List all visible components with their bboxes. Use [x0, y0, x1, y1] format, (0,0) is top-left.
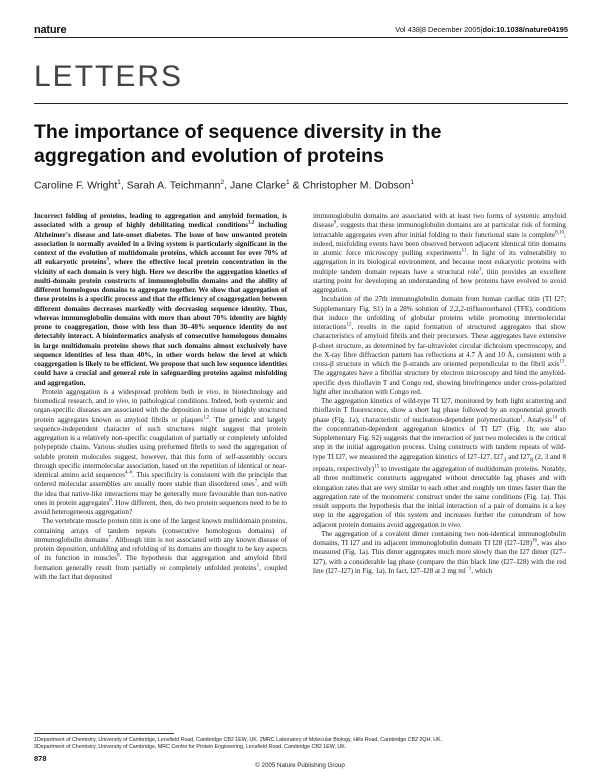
author-affiliation: 2 [220, 179, 225, 186]
abstract: Incorrect folding of proteins, leading to aggregation and amyloid formation, is associated with a group of highly debilitating medical conditions$^{1,2}$ including Alzheimer's disease and late-onset diabetes. The issue of how unwanted protein association is normally avoided in a living system is particularly significant in the context of the evolution of multidomain proteins, which account for over 70% of all eukaryotic proteins$^3$, where the effective local protein concentration in the vicinity of each domain is very high. Here we describe the aggregation kinetics of multi-domain protein constructs of immunoglobulin domains and the ability of different homologous domains to aggregate together. We show that aggregation of these proteins is a specific process and that the efficiency of coaggregation between different domains decreases markedly with decreasing sequence identity. Thus, whereas immunoglobulin domains with more than about 70% identity are highly prone to coaggregation, those with less than 30–40% sequence identity do not detectably interact. A bioinformatics analysis of consecutive homologous domains in large multidomain proteins shows that such domains almost exclusively have sequence identities of less than 40%, in other words below the level at which coaggregation is likely to be efficient. We propose that such low sequence identities could have a crucial and general role in safeguarding proteins against misfolding and aggregation. [34, 212, 288, 387]
volume-issue: Vol 438|8 December 2005| [395, 25, 483, 34]
author-name: Christopher M. Dobson [302, 179, 411, 192]
paragraph: The aggregation of a covalent dimer containing two non-identical immunoglobulin domains, TI I27 and its adjacent immunoglobulin domain TI I28 $(I27-I28)^{16}$, was also measured (Fig. 1a). This dimer aggregates much more slowly than the I27 dimer (I27–I27), with a considerable lag phase (compare the thin black line (I27–I28) with the red line (I27–I27) in Fig. 1a). In fact, I27–I28 at 2 mg $ml^{-1}$, which [313, 529, 566, 575]
paragraph: The aggregation kinetics of wild-type TI I27, monitored by both light scattering and thioflavin T fluorescence, show a short lag phase followed by an exponential growth phase (Fig. 1a), characteristic of nucleation-dependent polymerization$^1$. Analysis$^{14}$ of the concentration-dependent aggregation kinetics of TI I27 (Fig. 1b; see also Supplementary Fig. S2) suggests that the interaction of just two molecules is the critical step in the initial aggregation process. Using constructs with tandem repeats of wild-type TI I27, we measured the aggregation kinetics of I27–I27, $I27_3$ and $I27_8$ (2, 3 and 8 repeats, respectively)$^{15}$ to investigate the aggregation of multidomain proteins. Notably, all three multimeric constructs aggregated without detectable lag phases and with elongation rates that are very similar to each other and roughly ten times faster than the aggregation rate of the monomeric construct under the same conditions (Fig. 1a). This result supports the hypothesis that the initial interaction of a pair of domains is a key step in the aggregation of this system and increases further the conundrum of how adjacent protein domains avoid aggregation in vivo. [313, 397, 567, 529]
section-label: LETTERS [34, 60, 184, 93]
issue-info [395, 25, 568, 34]
header-rule [34, 37, 568, 38]
author-name: Sarah A. Teichmann [126, 179, 221, 192]
affiliation-line: 1Department of Chemistry, University of Cambridge, Lensfield Road, Cambridge CB2 1EW, UK. 2MRC Laboratory of Molecular Biology, Hills Road, Cambridge CB2 2QH, UK. [34, 737, 443, 743]
copyright: © 2005 Nature Publishing Group [255, 762, 345, 769]
section-rule [34, 103, 568, 104]
affiliations [34, 737, 574, 751]
affiliation-line: 3Department of Chemistry, University of Cambridge, MRC Centre for Protein Engineering, Lensfield Road, Cambridge CB2 1EW, UK. [34, 744, 347, 751]
paragraph: The vertebrate muscle protein titin is one of the largest known multidomain proteins, containing arrays of tandem repeats (consecutive homologous domains) of immunoglobulin domains$^7$. Although titin is not associated with any known disease of protein deposition, unfolding and refolding of its domains are thought to be key aspects of its function in muscles$^8$. The hypothesis that aggregation and amyloid fibril formation generally result from partially or completely unfolded proteins$^1$, coupled with the fact that deposited [34, 517, 287, 581]
page-number: 878 [34, 754, 47, 763]
article-title: The importance of sequence diversity in the aggregation and evolution of proteins [34, 121, 442, 167]
paragraph: Protein aggregation is a widespread problem both in vivo, in biotechnology and biomedical research, and in vivo, in pathological conditions. Indeed, both systemic and organ-specific diseases are associated with the deposition in tissue of highly structured protein aggregates known as amyloid fibrils or plaques$^{1,2}$. The generic and largely sequence-independent character of such structures might suggest that protein aggregation is a relatively non-specific coagulation of partially or completely unfolded polypeptide chains. Various studies using preformed fibrils to seed the aggregation of soluble protein molecules suggest, however, that this form of self-assembly occurs through specific intermolecular association, based on the repetition of identical or near-identical amino acid sequences$^{4-6}$. This specificity is consistent with the principle that ordered molecular assemblies are usually more stable than disordered ones$^7$, and with the idea that native-like interactions may be generally more favourable than non-native ones in protein aggregates$^8$. How different, then, do two protein sequences need to be to avoid heterogeneous aggregation? [34, 387, 288, 516]
body-column-left [34, 212, 287, 582]
paragraph: Incubation of the 27th immunoglobulin domain from human cardiac titin (TI I27; Supplementary Fig. S1) in a 28% solution of 2,2,2-trifluoroethanol (TFE), conditions that induce the unfolding of globular proteins while promoting intermolecular interactions$^{12}$, results in the rapid formation of structured aggregates that show characteristics of amyloid fibrils and their precursors. These aggregates have extensive β-sheet structure, as determined by far-ultraviolet circular dichroism spectroscopy, and the X-ray fibre diffraction pattern has reflections at 4.7 Å and 10 Å, consistent with a cross-β structure in which the β-strands are oriented perpendicular to the fibril axis$^{13}$. The aggregates have a fibrillar structure by electron microscopy and bind the amyloid-specific dyes thioflavin T and Congo red, showing birefringence under cross-polarized light after incubation with Congo red. [313, 295, 566, 396]
author-affiliation: 1 [410, 179, 415, 186]
author-name: Jane Clarke [230, 179, 287, 192]
author-list: Caroline F. Wright$^1$, Sarah A. Teichmann$^2$, Jane Clarke$^1$ & Christopher M. Dobson$^1$ [34, 179, 415, 192]
author-name: Caroline F. Wright [34, 179, 118, 192]
doi: doi:10.1038/nature04195 [482, 25, 568, 34]
paragraph: immunoglobulin domains are associated with at least two forms of systemic amyloid disease$^9$, suggests that these immunoglobulin domains are at particular risk of forming intractable aggregates even after initial folding to their functional state is complete$^{8,10}$; indeed, misfolding events have been observed between adjacent identical titin domains in atomic force microscopy pulling experiments$^{11}$. In light of its vulnerability to aggregation in its biological environment, and because most eukaryotic proteins with multiple tandem domain repeats have a structural role$^3$, titin provides an excellent starting point for developing an understanding of how proteins have evolved to avoid aggregation. [313, 212, 566, 294]
author-affiliation: 1 [117, 179, 121, 186]
footnote-rule [34, 733, 174, 734]
journal-name: nature [34, 24, 67, 36]
author-affiliation: 1 [286, 179, 290, 186]
body-column-right [313, 212, 566, 576]
